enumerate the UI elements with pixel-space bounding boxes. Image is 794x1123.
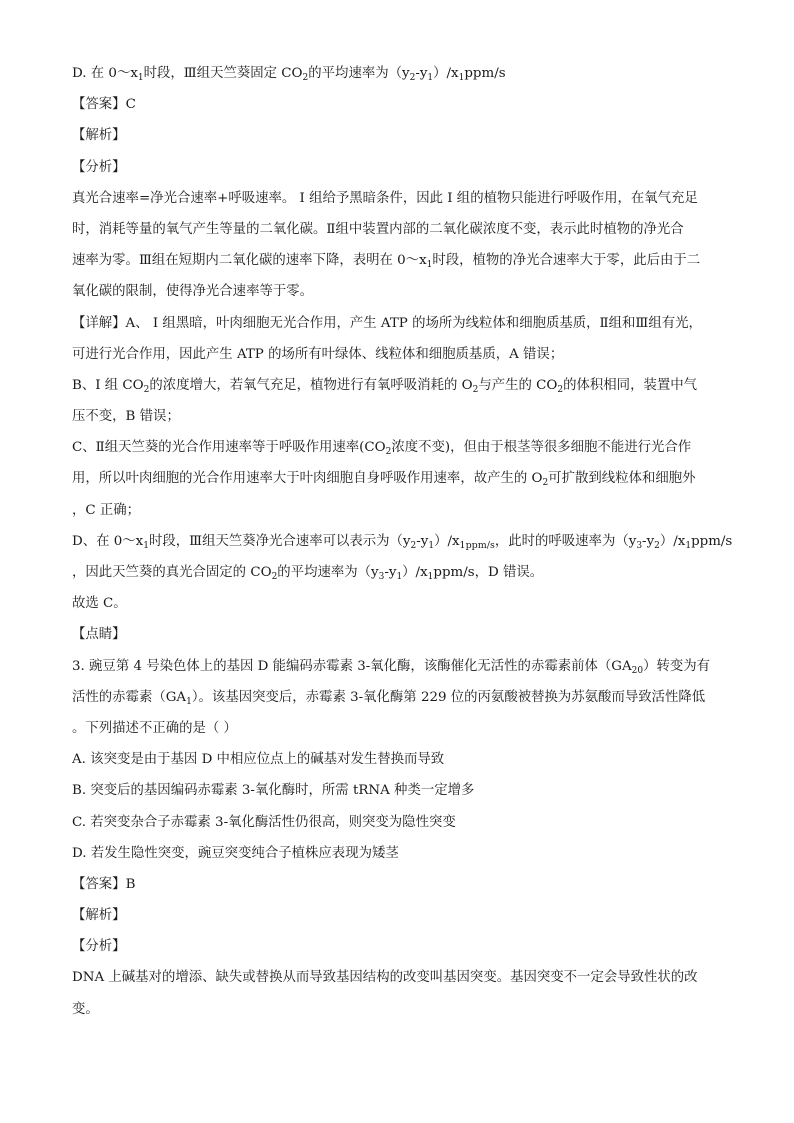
q2-option-d: D. 在 $0\sim x_1$时段，Ⅲ组天竺葵固定 $CO_2$的平均速率为$(y_2-y_1)/x_1ppm/s$	[72, 66, 506, 83]
q2-analysis-line-2: 时，消耗等量的氧气产生等量的二氧化碳。Ⅱ组中装置内部的二氧化碳浓度不变，表示此时植物的净光合	[72, 221, 684, 237]
q2-jiexi-heading: 【解析】	[72, 128, 126, 144]
q3-option-d: D. 若发生隐性突变，豌豆突变纯合子植株应表现为矮茎	[72, 845, 399, 861]
q2-detail-d-line-2: ，因此天竺葵的真光合固定的 $CO_2$的平均速率为$(y_3-y_1)/x_1ppm/s$，D 错误。	[72, 565, 544, 582]
q2-conclusion: 故选 C。	[72, 596, 127, 612]
q2-dianjing-heading: 【点睛】	[72, 627, 126, 643]
q2-detail-a-line-2: 可进行光合作用，因此产生 ATP 的场所有叶绿体、线粒体和细胞质基质，A 错误；	[72, 346, 564, 362]
q2-analysis-line-4: 氧化碳的限制，使得净光合速率等于零。	[72, 284, 314, 300]
q3-option-b: B. 突变后的基因编码赤霉素 3-氧化酶时，所需 tRNA 种类一定增多	[72, 783, 475, 799]
q2-detail-a-line-1: 【详解】A、 I 组黑暗，叶肉细胞无光合作用，产生 ATP 的场所为线粒体和细胞质基质，Ⅱ组和Ⅲ组有光，	[72, 315, 702, 331]
answer-tag: 【答案】	[72, 97, 126, 113]
q2-fenxi-heading: 【分析】	[72, 159, 126, 175]
q3-analysis-line-1: DNA 上碱基对的增添、缺失或替换从而导致基因结构的改变叫基因突变。基因突变不一定会导致性状的改	[72, 970, 698, 986]
q2-detail-c-line-3: ，C 正确；	[72, 502, 141, 518]
q2-answer	[72, 95, 728, 115]
q3-stem-line-2: 活性的赤霉素$(GA_1)$。该基因突变后，赤霉素 3-氧化酶第 229 位的丙氨酸被替换为苏氨酸而导致活性降低	[72, 689, 706, 707]
q2-detail-b-line-2: 压不变，B 错误；	[72, 409, 180, 425]
q3-stem-line-1: 3. 豌豆第 4 号染色体上的基因 D 能编码赤霉素 3-氧化酶，该酶催化无活性的赤霉素前体$(GA_{20})$转变为有	[72, 658, 711, 676]
q2-analysis-line-3: 速率为零。Ⅲ组在短期内二氧化碳的速率下降，表明在 $0\sim x_1$时段，植物的净光合速率大于零，此后由于二	[72, 253, 701, 271]
q3-analysis-line-2: 变。	[72, 1001, 99, 1017]
q3-answer	[72, 875, 728, 895]
document-page	[72, 64, 733, 1031]
q2-analysis-line-1: 真光合速率=净光合速率+呼吸速率。 I 组给予黑暗条件，因此 I 组的植物只能进行呼吸作用，在氧气充足	[72, 190, 698, 206]
q3-fenxi-heading: 【分析】	[72, 939, 126, 955]
q3-option-a: A. 该突变是由于基因 D 中相应位点上的碱基对发生替换而导致	[72, 752, 445, 768]
q2-detail-c-line-1: C、Ⅱ组天竺葵的光合作用速率等于呼吸作用速率($CO_2$浓度不变)，但由于根茎等很多细胞不能进行光合作	[72, 440, 692, 458]
q2-detail-b-line-1: B、I 组 $CO_2$的浓度增大，若氧气充足，植物进行有氧呼吸消耗的 $O_2$与产生的 $CO_2$的体积相同，装置中气	[72, 377, 698, 395]
answer-tag: 【答案】	[72, 876, 126, 892]
q3-option-c: C. 若突变杂合子赤霉素 3-氧化酶活性仍很高，则突变为隐性突变	[72, 814, 456, 830]
answer-value: B	[125, 876, 136, 892]
q3-jiexi-heading: 【解析】	[72, 908, 126, 924]
q2-detail-c-line-2: 用，所以叶肉细胞的光合作用速率大于叶肉细胞自身呼吸作用速率，故产生的 $O_2$可扩散到线粒体和细胞外	[72, 471, 696, 489]
q3-stem-line-3: 。下列描述不正确的是（ ）	[72, 720, 237, 736]
answer-value: C	[125, 97, 136, 113]
q2-detail-d-line-1: D、在 $0\sim x_1$时段，Ⅲ组天竺葵净光合速率可以表示为$(y_2-y_1)/x_{1ppm/s}$，此时的呼吸速率为$(y_3-y_2)/x_1ppm/s$	[72, 533, 733, 551]
